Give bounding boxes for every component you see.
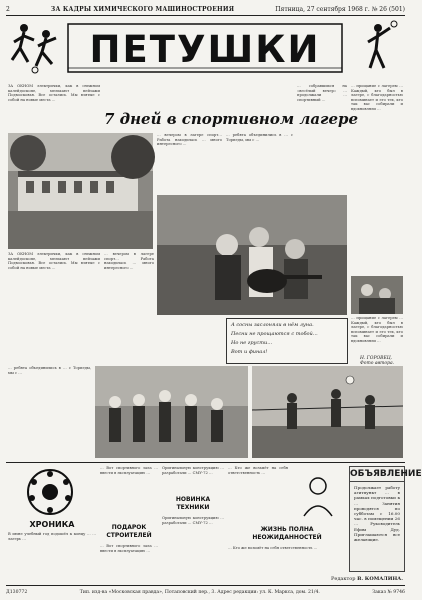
life-top-column [228, 466, 288, 524]
chronicle-text: В июне учебный год подошёл к концу … … лагерь … [8, 532, 96, 541]
footer-index: Д130772 [6, 589, 28, 595]
lead-right-lower-text: … прощание с лагерем … Каждый, кто был в лагере, с благодарностью вспоминает и его тех, кто так вас собирали и вдохновляли … [351, 316, 403, 343]
lead-right-lower-column [351, 316, 403, 354]
life-title: ЖИЗНЬ ПОЛНА НЕОЖИДАННОСТЕЙ [252, 526, 322, 541]
photo-dancing-image [95, 366, 248, 458]
footer-rule [6, 585, 405, 586]
lead-col-a-text: … вечером в лагере спорт… Работа находилась … много интересного … [157, 133, 222, 146]
gift-column [100, 544, 158, 584]
life-illustration-box [290, 466, 346, 524]
lead-col-b [226, 133, 293, 195]
lead-left-lower-text: ЗА ОКНОМ электрички, как в снежном калейдоскопе, мелькают пейзажи Подмосковья. Все остались. Мы взятые с собой на новые места … [8, 252, 100, 270]
chronicle-title: ХРОНИКА [29, 520, 75, 529]
announcement-box [349, 466, 422, 572]
page-footer [6, 587, 405, 597]
lead-col-a [157, 133, 222, 195]
footer-printer: Тип. изд-ва «Московская правда», Потаповский пер., 3. Адрес редакции: ул. К. Маркса, дом. 21/4. [79, 589, 320, 595]
announcement-title: ОБЪЯВЛЕНИЕ [350, 467, 404, 482]
chronicle-column [8, 532, 96, 584]
masthead-title: ПЕТУШКИ [89, 28, 321, 71]
photo-volleyball [252, 366, 403, 458]
lead-right-text: … прощание с лагерем … Каждый, кто был в лагере, с благодарностью вспоминает и его тех, кто так вас собирали и вдохновляли … [351, 84, 403, 111]
gift-top-column [100, 466, 158, 518]
gift-top-text: … Вот спортивного зала … ввести в эксплуатацию … [100, 466, 158, 475]
novelty-column [162, 516, 224, 584]
photo-camp-buildings-image [8, 133, 153, 249]
section-rule [6, 462, 405, 463]
life-top-text: … Кто же возьмёт на себя ответственность … [228, 466, 288, 475]
editor-label: Редактор [331, 576, 356, 582]
novelty-text: Оригинальную конструкцию … разработали … СМУ-72 … [162, 516, 224, 525]
song-line-3: Но не грусти… [231, 340, 273, 346]
issue-date: Пятница, 27 сентября 1968 г. № 26 (501) [275, 5, 405, 13]
phone-dial-illustration [10, 466, 90, 518]
song-line-1: А сосны заслоняли в нём луна. [231, 322, 314, 328]
athletes-illustration [8, 18, 63, 78]
lead-headline: 7 дней в спортивном лагере [104, 110, 359, 128]
lead-bottom-left-text: … ребята объединились в … с Торпеды, мы с … [8, 366, 91, 375]
novelty-title: НОВИНКА ТЕХНИКИ [175, 496, 211, 511]
lead-left-mid-text: … вечером в лагере спорт… Работа находилась … много интересного … [104, 252, 154, 270]
announcement-text: Продолжает работу агитпункт … в рамках подготовки к … Занятия проводятся по субботам с 16.00 час. в помещении 26 … Руководитель Ефим Дуд. Приглашаются все желающие. [354, 485, 400, 543]
lead-signature: Н. ГОРОВЕЦ. Фото автора. [360, 356, 395, 366]
header-rule [6, 15, 405, 16]
editor-line [310, 576, 403, 582]
editor-name: В. КОМАЛИНА. [357, 576, 403, 582]
song-line-2: Песни не прощаются с тобой… [231, 331, 318, 337]
novelty-top-column [162, 466, 224, 494]
photo-dancing [95, 366, 248, 458]
song-line-4: Вот и финал! [231, 349, 268, 355]
lead-col-b-text: … ребята объединились в … с Торпеды, мы с … [226, 133, 293, 142]
gift-text: … Вот спортивного зала … ввести в эксплуатацию … [100, 544, 158, 553]
lead-left-column [8, 84, 100, 132]
photo-camp-buildings [8, 133, 153, 249]
lead-col-c [297, 84, 347, 194]
paper-slogan: ЗА КАДРЫ ХИМИЧЕСКОГО МАШИНОСТРОЕНИЯ [50, 5, 235, 13]
song-lines-box [226, 318, 348, 364]
novelty-top-text: Оригинальную конструкцию … разработали … СМУ-72 … [162, 466, 224, 475]
lead-bottom-left-column [8, 366, 91, 458]
lead-left-lower-column [8, 252, 100, 350]
gift-title: ПОДАРОК СТРОИТЕЛЕЙ [106, 524, 152, 539]
lead-left-text: ЗА ОКНОМ электрички, как в снежном калейдоскопе, мелькают пейзажи Подмосковья. Все остались. Мы взятые с собой на новые места … [8, 84, 100, 102]
photo-guitar-group-image [157, 195, 347, 315]
photo-guitar-group [157, 195, 347, 315]
page-number: 2 [6, 5, 10, 13]
life-text: … Кто же возьмёт на себя ответственность … [228, 546, 318, 550]
player-illustration [348, 18, 403, 78]
life-illustration [290, 466, 346, 524]
lead-right-column [351, 84, 403, 274]
photo-small-right [351, 276, 403, 314]
photo-volleyball-image [252, 366, 403, 458]
footer-order: Заказ № 9746 [372, 589, 405, 595]
photo-small-right-image [351, 276, 403, 314]
lead-left-mid-column [104, 252, 154, 350]
masthead [60, 18, 350, 78]
lead-col-c-text: … собравшихся на «весёлый вечер» … продолжали … спортивный … [297, 84, 347, 102]
page-header [6, 4, 405, 14]
